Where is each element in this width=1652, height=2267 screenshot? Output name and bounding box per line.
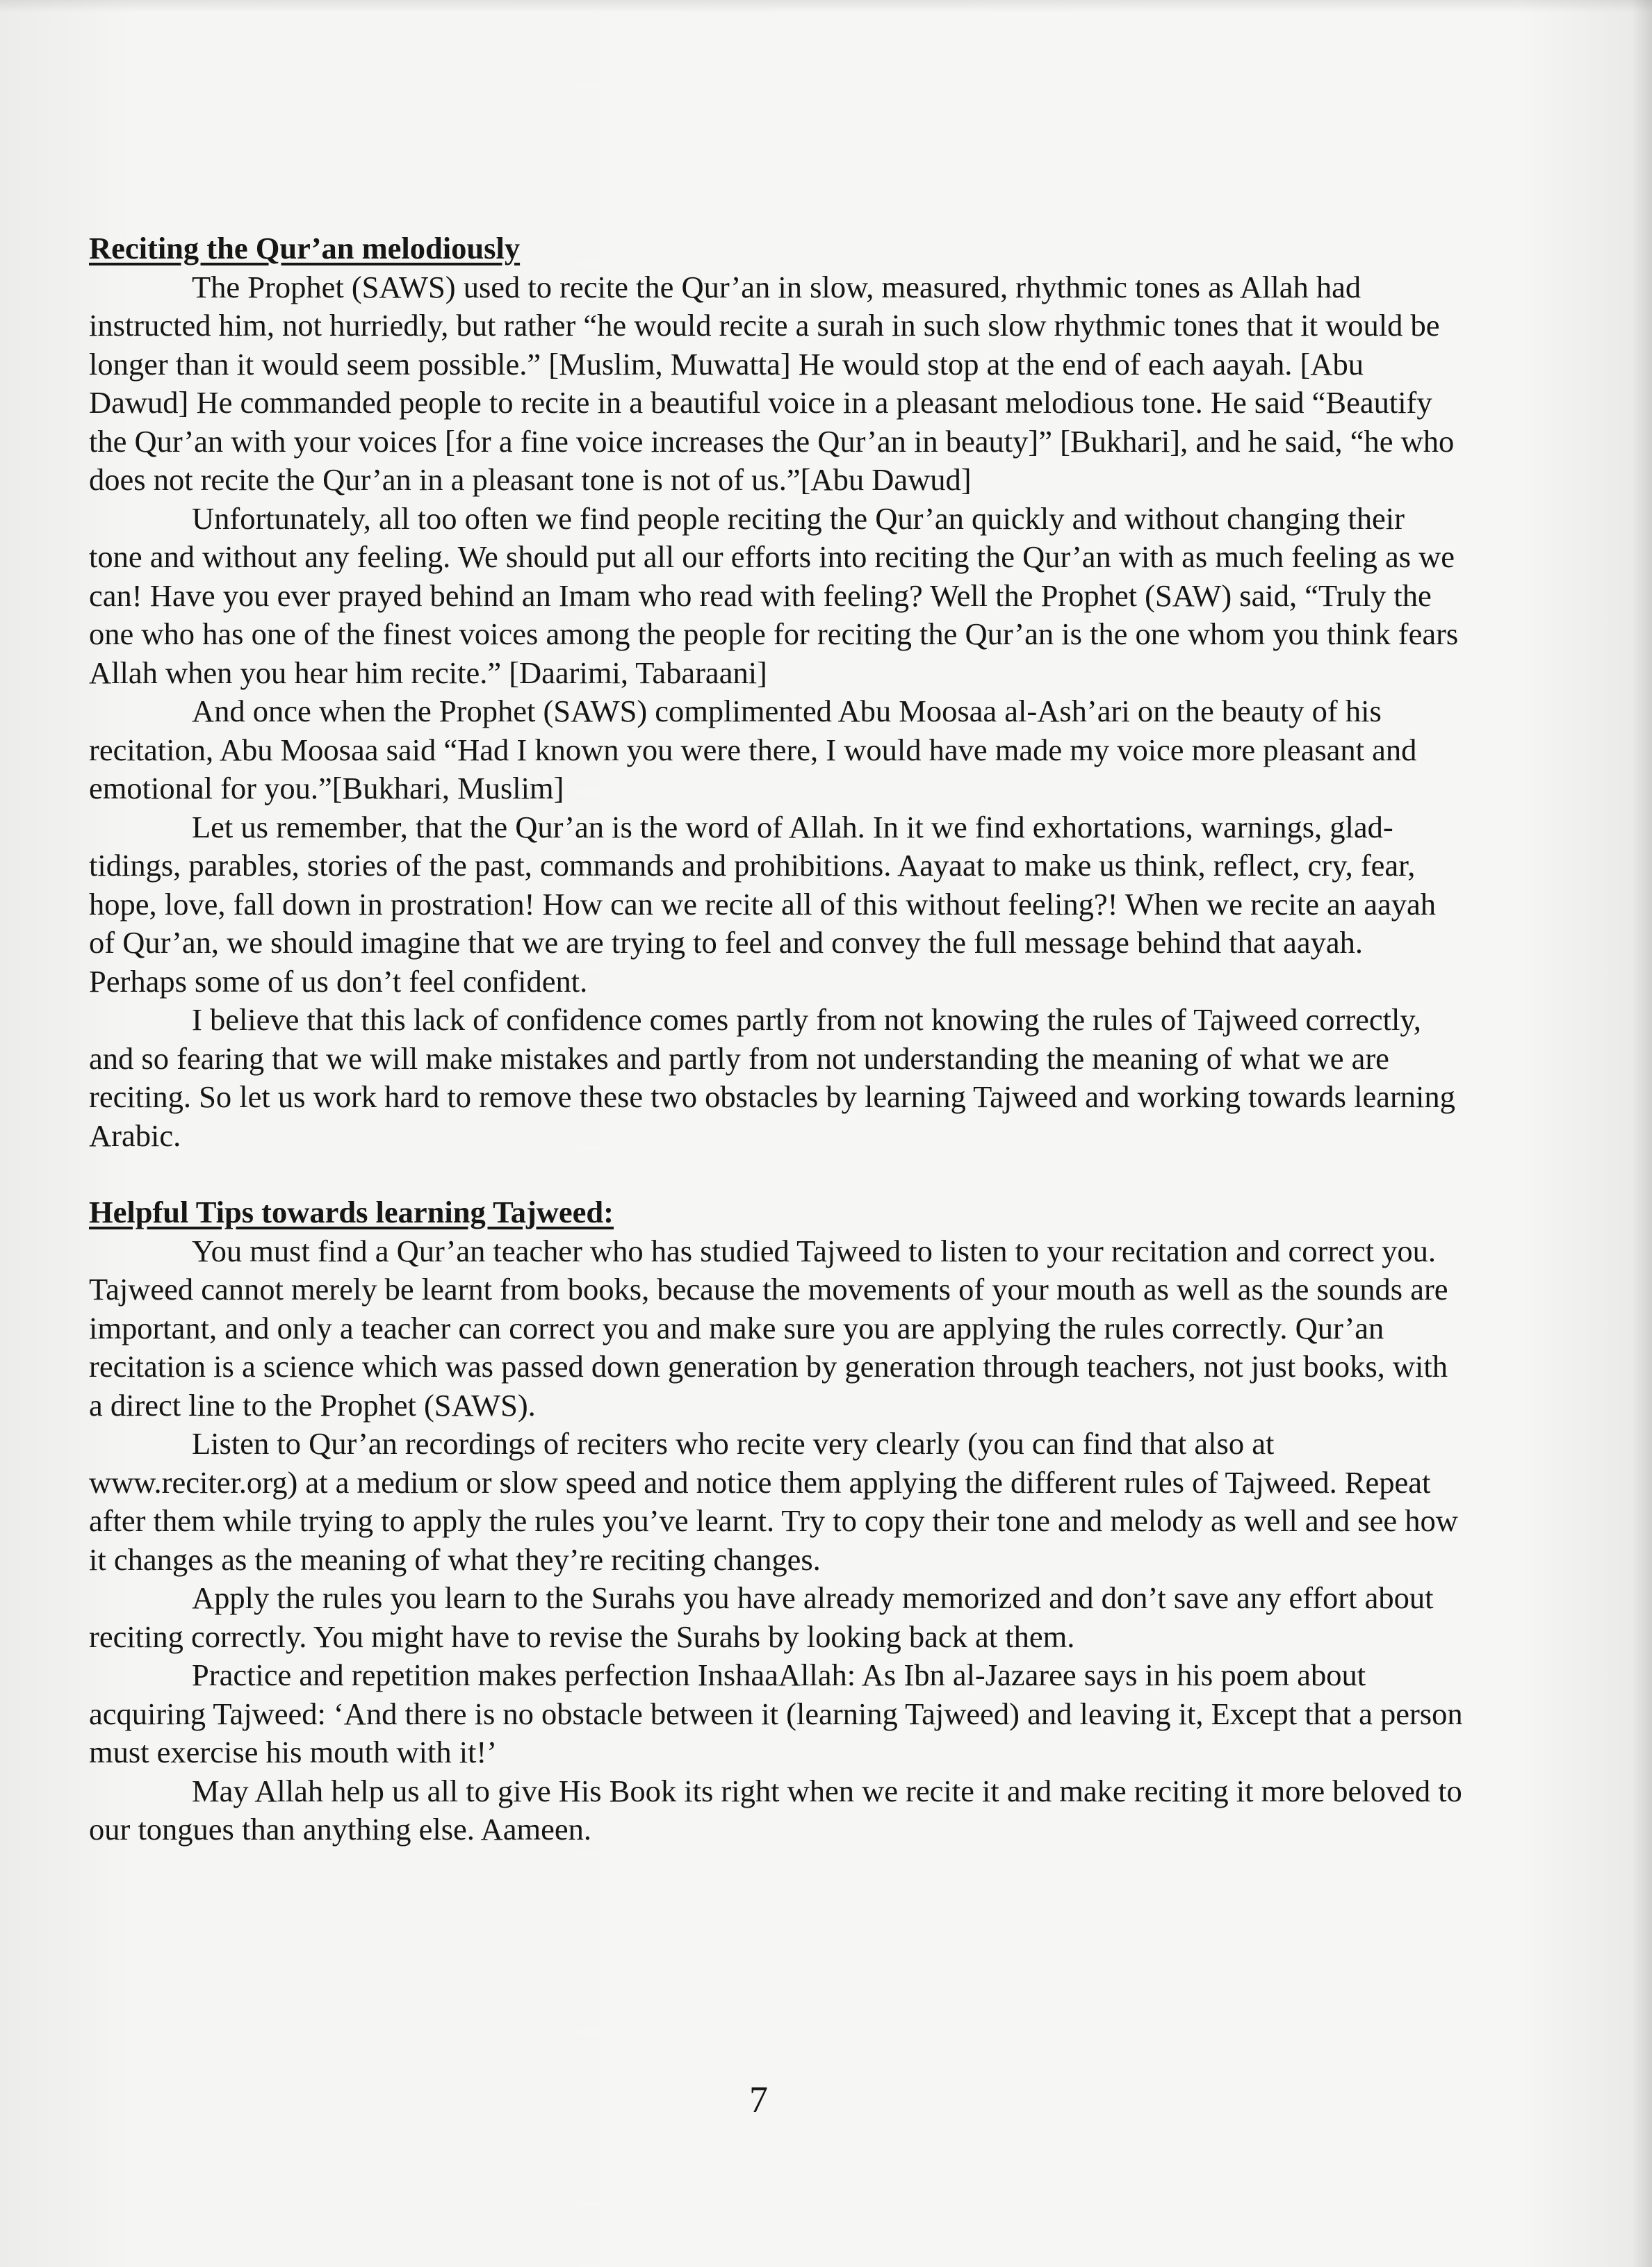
paragraph: Unfortunately, all too often we find people reciting the Qur’an quickly and without changing their tone and without any feeling. We should put all our efforts into reciting the Qur’an with as much feeling as we can! Have you ever prayed behind an Imam who read with feeling? Well the Prophet (SAW) said, “Truly the one who has one of the finest voices among the people for reciting the Qur’an is the one whom you think fears Allah when you hear him recite.” [Daarimi, Tabaraani] [89, 500, 1459, 690]
section-spacer [89, 1155, 1465, 1193]
page-content [89, 229, 1465, 1849]
paragraph: Listen to Qur’an recordings of reciters who recite very clearly (you can find that also at www.reciter.org) at a medium or slow speed and notice them applying the different rules of Tajweed. Repeat after them while trying to apply the rules you’ve learnt. Try to copy their tone and melody as well and see how it changes as the meaning of what they’re reciting changes. [89, 1426, 1458, 1577]
page-top-shadow [0, 0, 1652, 13]
section-heading-reciting: Reciting the Qur’an melodiously [89, 231, 521, 265]
paragraph: The Prophet (SAWS) used to recite the Qur’an in slow, measured, rhythmic tones as Allah had instructed him, not hurriedly, but rather “he would recite a surah in such slow rhythmic tones that it would be longer than it would seem possible.” [Muslim, Muwatta] He would stop at the end of each aayah. [Abu Dawud] He commanded people to recite in a beautiful voice in a pleasant melodious tone. He said “Beautify the Qur’an with your voices [for a fine voice increases the Qur’an in beauty]” [Bukhari], and he said, “he who does not recite the Qur’an in a pleasant tone is not of us.”[Abu Dawud] [89, 269, 1455, 497]
paragraph: I believe that this lack of confidence comes partly from not knowing the rules of Tajweed correctly, and so fearing that we will make mistakes and partly from not understanding the meaning of what we are reciting. So let us work hard to remove these two obstacles by learning Tajweed and working towards learning Arabic. [89, 1002, 1455, 1153]
paragraph: Apply the rules you learn to the Surahs you have already memorized and don’t save any effort about reciting correctly. You might have to revise the Surahs by looking back at them. [89, 1580, 1434, 1654]
paragraph: You must find a Qur’an teacher who has studied Tajweed to listen to your recitation and correct you. Tajweed cannot merely be learnt from books, because the movements of your mouth as well as the sounds are important, and only a teacher can correct you and make sure you are applying the rules correctly. Qur’an recitation is a science which was passed down generation by generation through teachers, not just books, with a direct line to the Prophet (SAWS). [89, 1233, 1448, 1423]
page-right-shadow [1631, 0, 1652, 2267]
page-number: 7 [749, 2079, 768, 2120]
paragraph: And once when the Prophet (SAWS) complimented Abu Moosaa al-Ash’ari on the beauty of his recitation, Abu Moosaa said “Had I known you were there, I would have made my voice more pleasant and emotional for you.”[Bukhari, Muslim] [89, 694, 1417, 805]
paragraph: Practice and repetition makes perfection InshaaAllah: As Ibn al-Jazaree says in his poem about acquiring Tajweed: ‘And there is no obstacle between it (learning Tajweed) and leaving it, Except that a person must exercise his mouth with it!’ [89, 1658, 1463, 1769]
section-heading-helpful-tips: Helpful Tips towards learning Tajweed: [89, 1195, 614, 1229]
paragraph: Let us remember, that the Qur’an is the word of Allah. In it we find exhortations, warnings, glad-tidings, parables, stories of the past, commands and prohibitions. Aayaat to make us think, reflect, cry, fear, hope, love, fall down in prostration! How can we recite all of this without feeling?! When we recite an aayah of Qur’an, we should imagine that we are trying to feel and convey the full message behind that aayah. Perhaps some of us don’t feel confident. [89, 809, 1436, 999]
paragraph: May Allah help us all to give His Book its right when we recite it and make reciting it more beloved to our tongues than anything else. Aameen. [89, 1773, 1462, 1847]
